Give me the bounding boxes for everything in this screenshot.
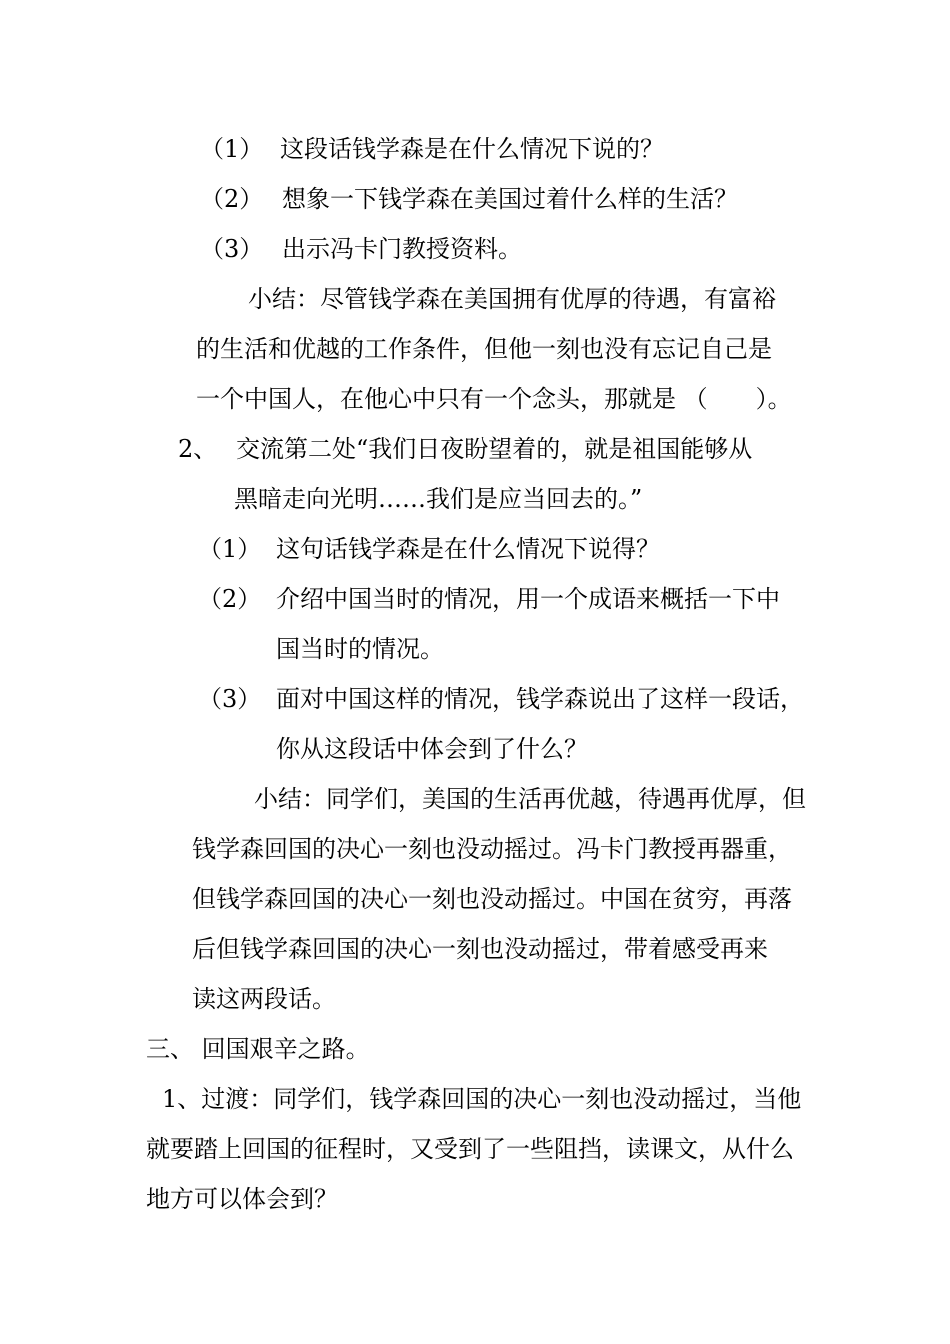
question-number: （2） <box>198 585 262 613</box>
question-number: （3） <box>200 235 264 263</box>
summary-line: 小结：同学们，美国的生活再优越，待遇再优厚，但 <box>254 785 806 813</box>
summary-line: 后但钱学森回国的决心一刻也没动摇过，带着感受再来 <box>192 935 768 963</box>
question-number: （2） <box>200 185 264 213</box>
paragraph-line: 1、过渡：同学们，钱学森回国的决心一刻也没动摇过，当他 <box>162 1085 802 1113</box>
section-heading: 三、 回国艰辛之路。 <box>146 1035 370 1063</box>
question-text: 这句话钱学森是在什么情况下说得？ <box>276 535 660 563</box>
question-number: （3） <box>198 685 262 713</box>
paragraph-line: 地方可以体会到？ <box>146 1185 338 1213</box>
question-text: 出示冯卡门教授资料。 <box>282 235 522 263</box>
item-text: 交流第二处“我们日夜盼望着的，就是祖国能够从 <box>236 435 753 463</box>
item-text: 黑暗走向光明……我们是应当回去的。” <box>234 485 643 513</box>
question-text: 国当时的情况。 <box>276 635 444 663</box>
summary-line: 但钱学森回国的决心一刻也没动摇过。中国在贫穷，再落 <box>192 885 792 913</box>
question-number: （1） <box>198 535 262 563</box>
question-text: 介绍中国当时的情况，用一个成语来概括一下中 <box>276 585 780 613</box>
summary-line: 钱学森回国的决心一刻也没动摇过。冯卡门教授再器重， <box>192 835 792 863</box>
summary-line: 一个中国人，在他心中只有一个念头，那就是 （ ）。 <box>196 385 792 413</box>
summary-line: 读这两段话。 <box>192 985 336 1013</box>
question-number: （1） <box>200 135 264 163</box>
summary-line: 的生活和优越的工作条件，但他一刻也没有忘记自己是 <box>196 335 772 363</box>
paragraph-line: 就要踏上回国的征程时，又受到了一些阻挡，读课文，从什么 <box>146 1135 794 1163</box>
question-text: 你从这段话中体会到了什么？ <box>276 735 588 763</box>
question-text: 这段话钱学森是在什么情况下说的？ <box>280 135 664 163</box>
question-text: 面对中国这样的情况，钱学森说出了这样一段话， <box>276 685 804 713</box>
summary-line: 小结：尽管钱学森在美国拥有优厚的待遇，有富裕 <box>248 285 776 313</box>
item-number: 2、 <box>178 435 218 463</box>
question-text: 想象一下钱学森在美国过着什么样的生活？ <box>282 185 738 213</box>
